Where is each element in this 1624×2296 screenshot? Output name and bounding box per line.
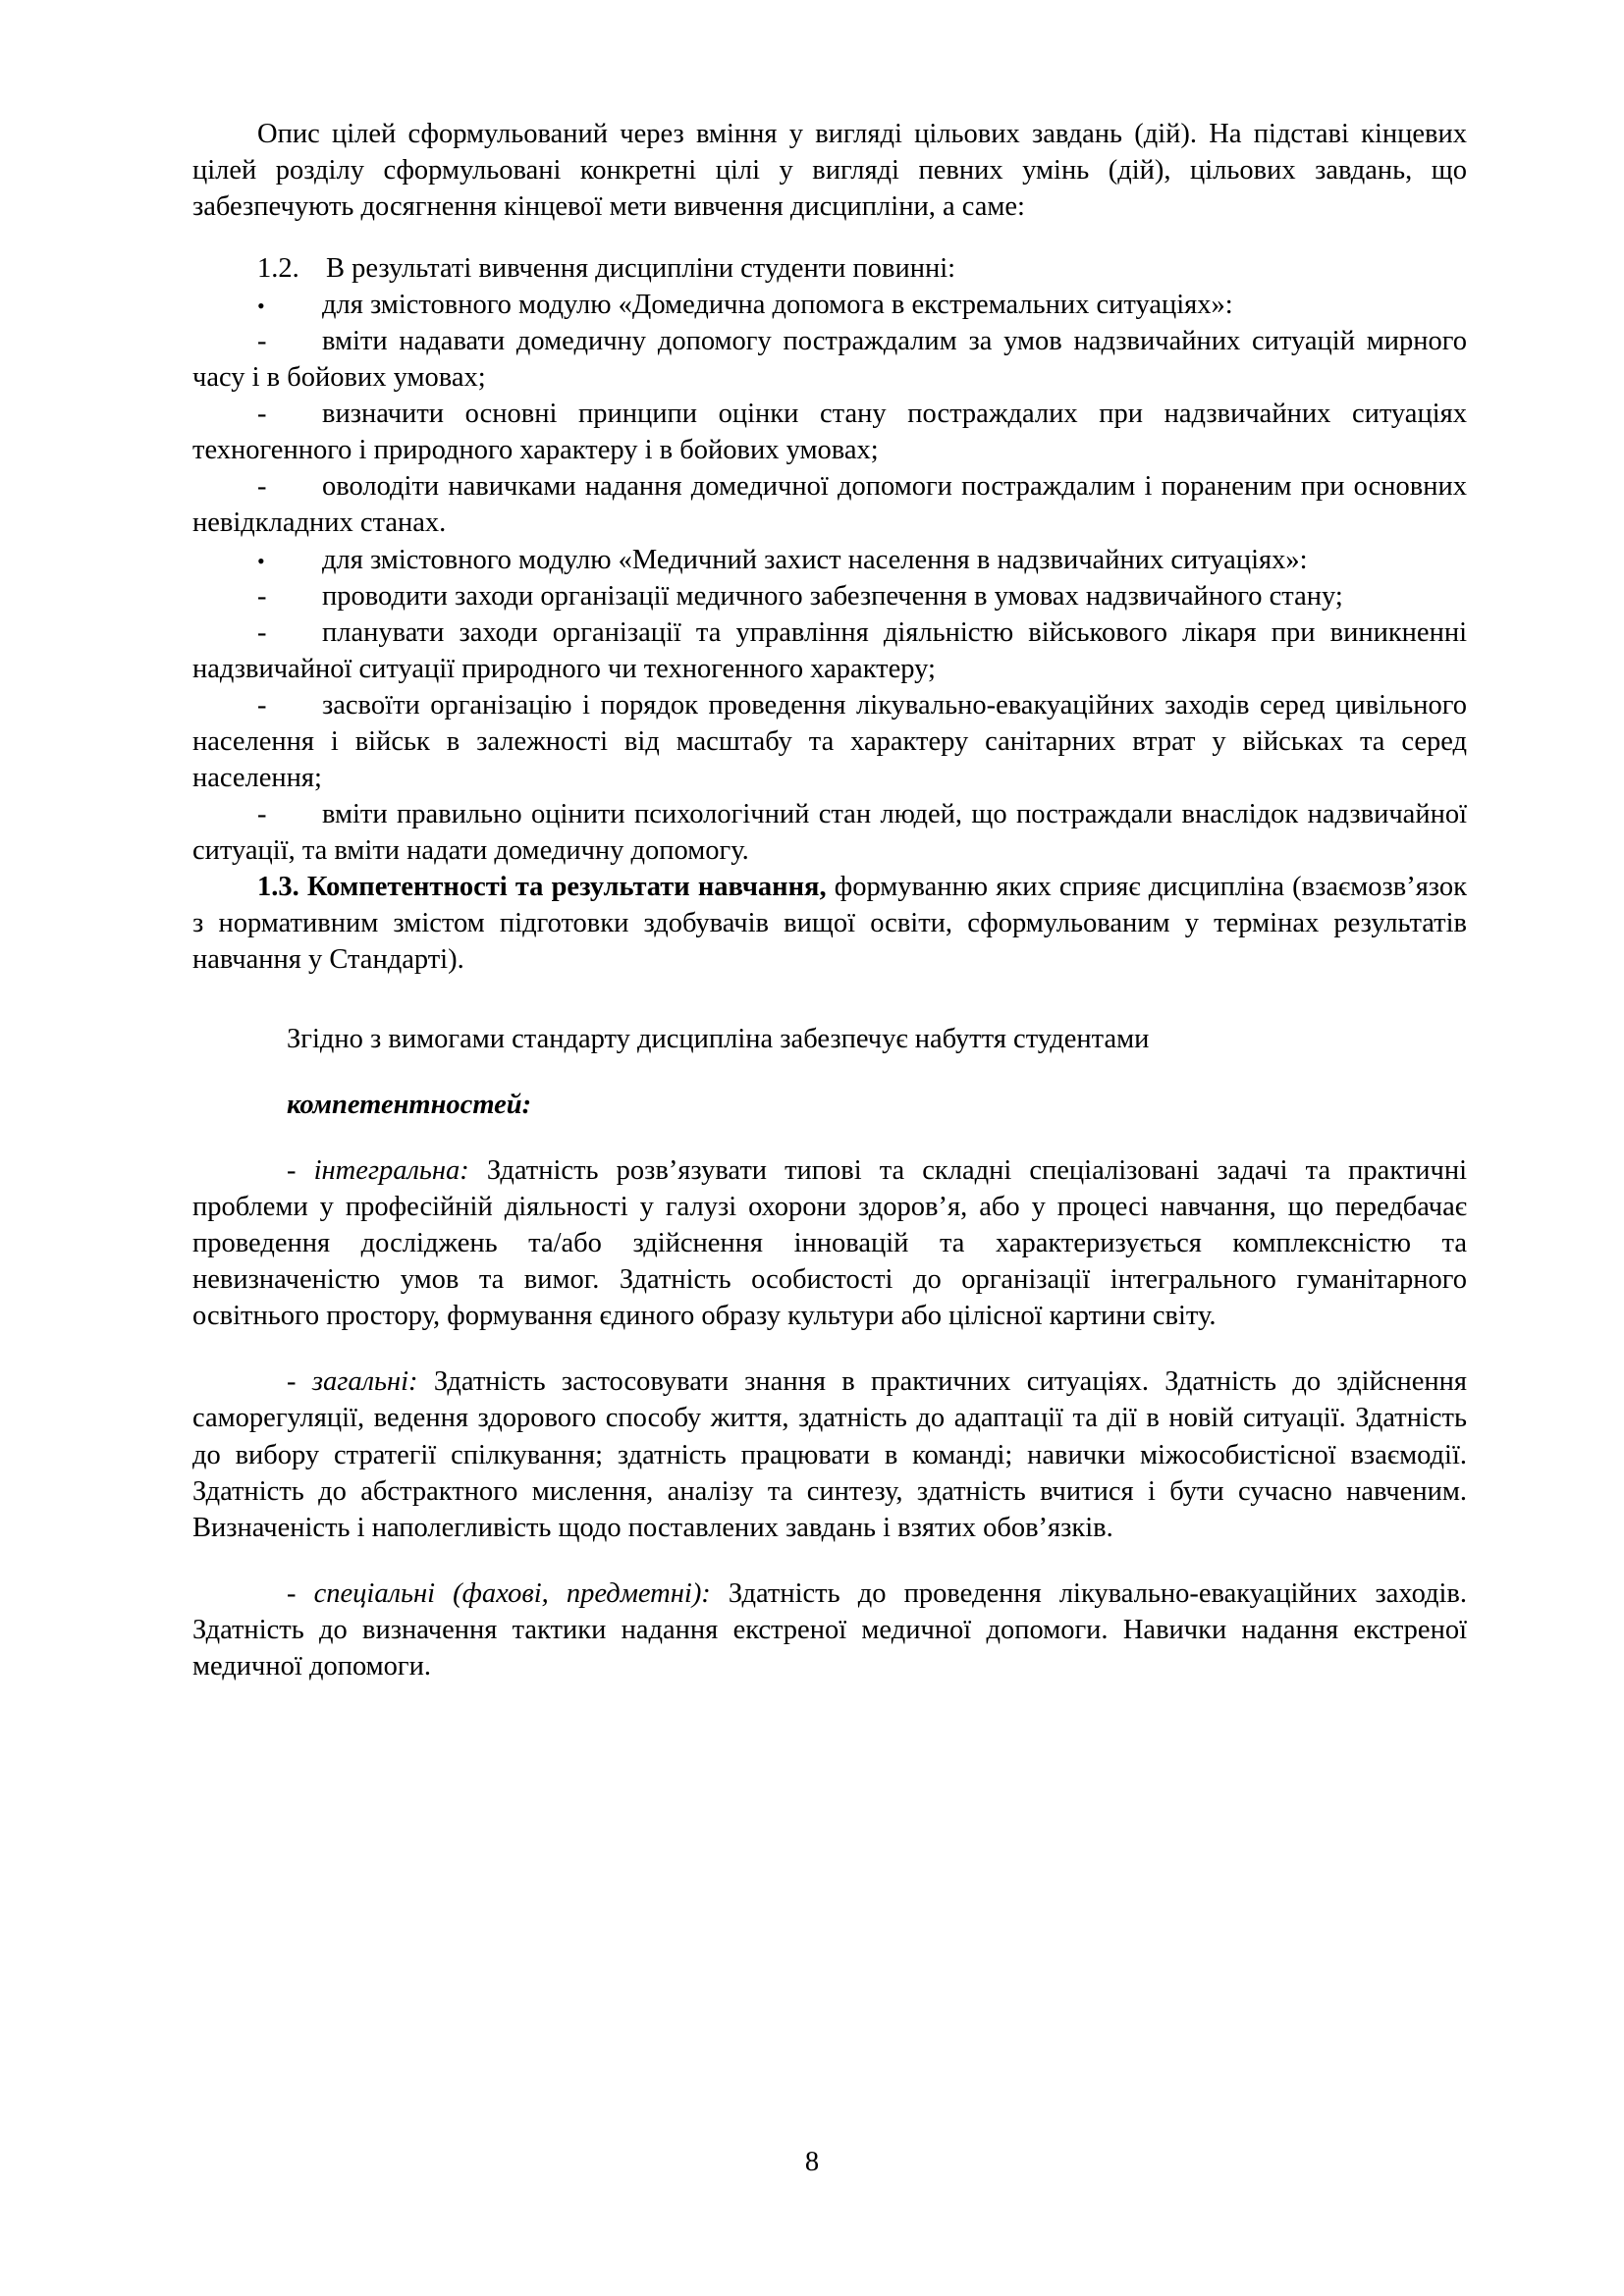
list-item-text: проводити заходи організації медичного забезпечення в умовах надзвичайного стану; [322, 580, 1343, 612]
list-item [192, 796, 1467, 869]
standard-note: Згідно з вимогами стандарту дисципліна забезпечує набуття студентами [287, 1024, 1150, 1055]
competency-general-text: Здатність застосовувати знання в практичних ситуаціях. Здатність до здійснення саморегуляції, ведення здорового способу життя, здатність до адаптації та дії в новій ситуації. Здатність до вибору стратегії спілкування; здатність працювати в команді; навички міжособистісної взаємодії. Здатність до абстрактного мислення, аналізу та синтезу, здатність вчитися і бути сучасно навченим. Визначеність і наполегливість щодо поставлених завдань і взятих обов’язків. [192, 1366, 1468, 1543]
competency-special-text: Здатність до проведення лікувально-евакуаційних заходів. Здатність до визначення тактики надання екстреної медичної допомоги. Навички надання екстреної медичної допомоги. [192, 1577, 1467, 1682]
dash-marker: - [287, 1155, 297, 1187]
section-1-2-heading-text: В результаті вивчення дисципліни студенти повинні: [326, 253, 956, 285]
dash-marker: - [287, 1366, 297, 1398]
competency-integral-text: Здатність розв’язувати типові та складні спеціалізовані задачі та практичні проблеми у професійній діяльності у галузі охорони здоров’я, або у процесі навчання, що передбачає проведення досліджень та/або здійснення інновацій та характеризується комплексністю та невизначеністю умов та вимог. Здатність особистості до організації інтегрального гуманітарного освітнього простору, формування єдиного образу культури або цілісної картини світу. [192, 1155, 1468, 1332]
list-item [192, 614, 1467, 687]
section-1-3-paragraph [192, 869, 1467, 978]
competency-integral [192, 1152, 1467, 1334]
dash-marker: - [257, 326, 267, 357]
list-item-text: засвоїти організацію і порядок проведення лікувально-евакуаційних заходів серед цивільного населення і військ в залежності від масштабу та характеру санітарних втрат у військах та серед населення; [192, 689, 1467, 793]
section-1-3-text: формуванню яких сприяє дисципліна (взаємозв’язок з нормативним змістом підготовки здобувачів вищої освіти, сформульованим у термінах результатів навчання у Стандарті). [192, 871, 1467, 976]
competency-special [192, 1575, 1467, 1684]
list-item [192, 578, 1467, 614]
bullet-group-1-text: для змістовного модулю «Домедична допомога в екстремальних ситуаціях»: [322, 290, 1233, 321]
list-item-text: вміти надавати домедичну допомогу постраждалим за умов надзвичайних ситуацій мирного часу і в бойових умовах; [192, 326, 1467, 394]
intro-paragraph: Опис цілей сформульований через вміння у вигляді цільових завдань (дій). На підставі кінцевих цілей розділу сформульовані конкретні цілі у вигляді певних умінь (дій), цільових завдань, що забезпечують досягнення кінцевої мети вивчення дисципліни, а саме: [192, 119, 1467, 223]
list-item [192, 323, 1467, 396]
paragraph-spacer [192, 225, 1467, 250]
section-1-2-number: 1.2. [257, 253, 299, 285]
paragraph-spacer [192, 978, 1467, 1003]
page-number: 8 [804, 2146, 820, 2177]
section-1-3-heading: 1.3. Компетентності та результати навчання, [257, 871, 827, 902]
list-item [192, 687, 1467, 796]
dash-marker: - [257, 580, 267, 612]
section-1-2-heading-row [192, 250, 1467, 287]
competency-special-label: спеціальні (фахові, предметні): [313, 1577, 711, 1609]
dash-marker: - [257, 689, 267, 721]
list-item [192, 396, 1467, 468]
competency-general [192, 1363, 1467, 1545]
competencies-label: компетентностей: [287, 1090, 532, 1121]
competency-integral-label: інтегральна: [313, 1155, 469, 1187]
dash-marker: - [257, 399, 267, 430]
bullet-group-2-row [192, 542, 1467, 578]
dash-marker: - [257, 616, 267, 648]
bullet-icon: • [257, 548, 265, 573]
list-item-text: планувати заходи організації та управління діяльністю військового лікаря при виникненні надзвичайної ситуації природного чи техногенного характеру; [192, 616, 1467, 684]
dash-marker: - [257, 471, 267, 503]
list-item-text: вміти правильно оцінити психологічний стан людей, що постраждали внаслідок надзвичайної ситуації, та вміти надати домедичну допомогу. [192, 798, 1467, 866]
list-item-text: оволодіти навичками надання домедичної допомоги постраждалим і пораненим при основних невідкладних станах. [192, 471, 1467, 539]
list-item [192, 468, 1467, 541]
competency-general-label: загальні: [311, 1366, 418, 1398]
list-item-text: визначити основні принципи оцінки стану постраждалих при надзвичайних ситуаціях техногенного і природного характеру і в бойових умовах; [192, 399, 1467, 466]
bullet-icon: • [257, 294, 265, 319]
bullet-group-2-text: для змістовного модулю «Медичний захист населення в надзвичайних ситуаціях»: [322, 544, 1308, 575]
dash-marker: - [287, 1577, 297, 1609]
bullet-group-1-row [192, 287, 1467, 323]
dash-marker: - [257, 798, 267, 829]
